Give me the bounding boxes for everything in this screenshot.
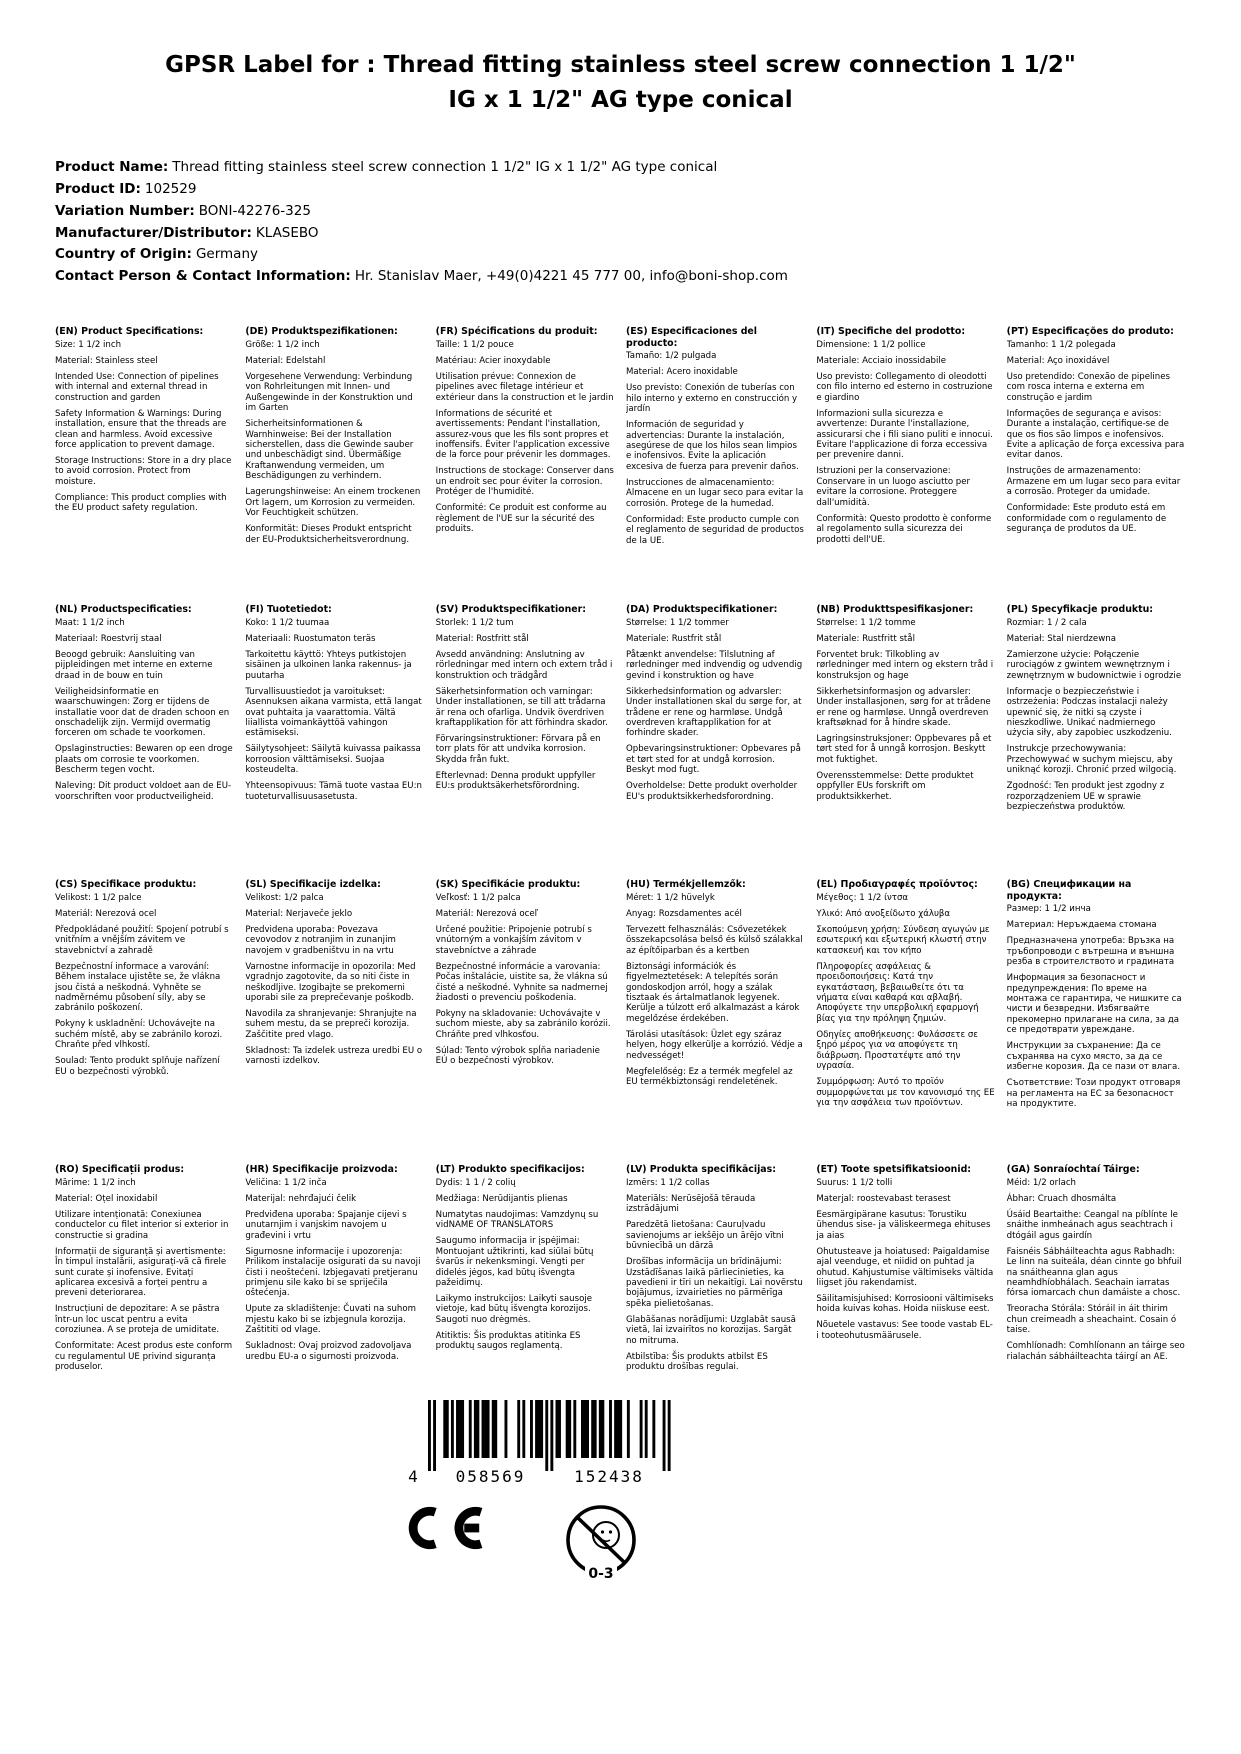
spec-paragraph: Tárolási utasítások: Üzlet egy száraz helyen, hogy elkerülje a korrózió. Védje a nedvességet! (625, 1029, 803, 1061)
spec-paragraph: Intended Use: Connection of pipelines with internal and external thread in construction and garden (55, 371, 219, 403)
spec-block-es (626, 326, 804, 604)
spec-paragraph: Materiale: Acciaio inossidabile (816, 355, 947, 366)
spec-paragraph: Veličina: 1 1/2 inča (245, 1177, 327, 1188)
spec-block-et (816, 1164, 994, 1378)
spec-paragraph: Materjal: roostevabast terasest (816, 1193, 951, 1204)
spec-paragraph: Informazioni sulla sicurezza e avvertenze: Durante l'installazione, assicurarsi che i fili siano puliti e innocui. Evitare l'applicazione di forza eccessiva per prevenire danni. (816, 408, 993, 461)
spec-paragraph: Material: Stainless steel (55, 355, 158, 366)
spec-block-el (816, 879, 994, 1164)
spec-header: (PT) Especificações do produto: (1006, 326, 1174, 338)
spec-paragraph: Velikost: 1 1/2 palce (55, 892, 142, 903)
spec-paragraph: Материал: Неръждаема стомана (1006, 920, 1157, 931)
spec-paragraph: Velikost: 1/2 palca (245, 892, 324, 903)
product-info-line (55, 201, 1185, 223)
spec-paragraph: Ábhar: Cruach dhosmálta (1006, 1193, 1117, 1204)
spec-paragraph: Bezpečnostní informace a varování: Během instalace ujistěte se, že vlákna jsou čistá a neškodná. Vyhněte se nadměrnému působení síly, aby se zabránilo poškození. (55, 961, 221, 1014)
spec-paragraph: Size: 1 1/2 inch (55, 339, 122, 350)
product-info-value: Thread fitting stainless steel screw connection 1 1/2" IG x 1 1/2" AG type conical (172, 159, 718, 175)
spec-paragraph: Opbevaringsinstruktioner: Opbevares på et tørt sted for at undgå korrosion. Beskyt mod fugt. (625, 744, 801, 776)
spec-paragraph: Koko: 1 1/2 tuumaa (245, 617, 330, 628)
product-info-label: Product ID: (55, 180, 141, 197)
product-info-value: Hr. Stanislav Maer, +49(0)4221 45 777 00, info@boni-shop.com (354, 268, 788, 285)
spec-paragraph: Materiál: Nerezová oceľ (435, 908, 538, 919)
spec-paragraph: Ohutusteave ja hoiatused: Paigaldamise ajal veenduge, et niidid on puhtad ja ohutud. Kahjustumise vältimiseks vältida liigset jõu rakendamist. (816, 1246, 994, 1288)
spec-paragraph: Vorgesehene Verwendung: Verbindung von Rohrleitungen mit Innen- und Außengewinde in der Konstruktion und im Garten (245, 371, 413, 414)
spec-paragraph: Materiaal: Roestvrij staal (55, 633, 162, 644)
spec-paragraph: Uso previsto: Collegamento di oleodotti con filo interno ed esterno in costruzione e giardino (816, 371, 993, 403)
product-info-line (55, 266, 1185, 288)
spec-paragraph: Sicherheitsinformationen & Warnhinweise: Bei der Installation sicherstellen, dass die Gewinde sauber und unbeschädigt sind. Übermäßige Kraftanwendung vermeiden, um Beschädigungen zu verhindern. (245, 419, 414, 482)
spec-paragraph: Συμμόρφωση: Αυτό το προϊόν συμμορφώνεται με τον κανονισμό της ΕΕ για την ασφάλεια των προϊόντων. (816, 1077, 995, 1109)
spec-paragraph: Påtænkt anvendelse: Tilslutning af rørledninger med indvendig og udvendig gevind i konstruktion og have (625, 649, 803, 681)
spec-grid (55, 326, 1185, 1378)
spec-paragraph: Izmērs: 1 1/2 collas (625, 1177, 710, 1188)
spec-paragraph: Material: Oțel inoxidabil (55, 1193, 158, 1204)
spec-block-pt (1007, 326, 1185, 604)
spec-paragraph: Materiale: Rustfrit stål (625, 633, 722, 644)
spec-paragraph: Eesmärgipärane kasutus: Torustiku ühendus sise- ja väliskeermega ehituses ja aias (816, 1209, 991, 1241)
spec-paragraph: Instrucțiuni de depozitare: A se păstra într-un loc uscat pentru a evita coroziunea. A se proteja de umiditate. (55, 1304, 220, 1336)
spec-block-lv (626, 1164, 804, 1378)
svg-text:0-3: 0-3 (588, 1566, 614, 1583)
spec-paragraph: Tervezett felhasználás: Csővezetékek összekapcsolása belső és külső szálakkal az építőiparban és a kertben (625, 924, 803, 956)
product-info-line (55, 179, 1185, 201)
spec-paragraph: Úsáid Beartaithe: Ceangal na píblínte le snáithe inmheánach agus seachtrach i dtógáil agus gairdín (1006, 1209, 1178, 1241)
product-info-line (55, 157, 1185, 179)
spec-paragraph: Konformität: Dieses Produkt entspricht der EU-Produktsicherheitsverordnung. (245, 524, 412, 545)
spec-paragraph: Storage Instructions: Store in a dry place to avoid corrosion. Protect from moisture. (55, 455, 232, 487)
spec-block-de (245, 326, 423, 604)
spec-paragraph: Avsedd användning: Anslutning av rörledningar med intern och extern tråd i konstruktion och trädgård (435, 649, 613, 681)
spec-header: (IT) Specifiche del prodotto: (816, 326, 966, 338)
spec-paragraph: Nõuetele vastavus: See toode vastab EL-i tooteohutusmäärusele. (816, 1320, 993, 1341)
age-warning-0-3-icon (564, 1502, 638, 1586)
spec-paragraph: Предназначена употреба: Връзка на тръбопроводи с вътрешна и външна резба в строителството и градината (1006, 936, 1175, 968)
spec-paragraph: Glabāšanas norādījumi: Uzglabāt sausā vietā, lai izvairītos no korozijas. Sargāt no mitruma. (625, 1314, 796, 1346)
spec-paragraph: Predviđena uporaba: Spajanje cijevi s unutarnjim i vanjskim navojem u građevini i vrtu (245, 1209, 407, 1241)
spec-block-it (816, 326, 994, 604)
spec-paragraph: Pokyny k uskladnění: Uchovávejte na suchém místě, aby se zabránilo korozi. Chraňte před vlhkostí. (55, 1019, 223, 1051)
spec-paragraph: Treoracha Stórála: Stóráil in áit thirim chun creimeadh a sheachaint. Cosain ó taise. (1006, 1304, 1177, 1336)
spec-paragraph: Informações de segurança e avisos: Durante a instalação, certifique-se de que os fios são limpos e inofensivos. Evite a aplicação de força excessiva para evitar danos. (1006, 408, 1185, 461)
spec-paragraph: Predvidena uporaba: Povezava cevovodov z notranjim in zunanjim navojem v gradbeništvu in na vrtu (245, 924, 396, 956)
spec-paragraph: Faisnéis Sábháilteachta agus Rabhadh: Le linn na suiteála, déan cinnte go bhfuil na snáitheanna glan agus neamhdhíobhálach. Seachain iarratas fórsa iomarcach chun damáiste a chosc. (1006, 1246, 1182, 1299)
spec-paragraph: Instrucciones de almacenamiento: Almacene en un lugar seco para evitar la corrosión. Protege de la humedad. (625, 477, 804, 509)
spec-paragraph: Numatytas naudojimas: Vamzdynų su vidNAME OF TRANSLATORS (435, 1209, 599, 1231)
spec-paragraph: Информация за безопасност и предупреждения: По време на монтажа се гарантира, че нишките са чисти и безвредни. Избягвайте прекомерно прилагане на сила, за да се предотврати увреждане. (1006, 973, 1182, 1036)
spec-header: (HR) Specifikacije proizvoda: (245, 1164, 398, 1176)
spec-block-cs (55, 879, 233, 1164)
spec-paragraph: Conformidad: Este producto cumple con el reglamento de seguridad de productos de la UE. (625, 514, 804, 546)
spec-paragraph: Instrukcje przechowywania: Przechowywać w suchym miejscu, aby uniknąć korozji. Chronić przed wilgocią. (1006, 744, 1177, 776)
spec-header: (LV) Produkta specifikācijas: (625, 1164, 776, 1176)
spec-paragraph: Sikkerhedsinformation og advarsler: Under installationen skal du sørge for, at trådene er rene og harmløse. Undgå overdreven kraftapplikation for at forhindre skader. (625, 686, 802, 739)
spec-paragraph: Πληροφορίες ασφάλειας & προειδοποιήσεις: Κατά την εγκατάσταση, βεβαιωθείτε ότι τα νήματα είναι καθαρά και αβλαβή. Αποφύγετε την υπερβολική εφαρμογή βίας για την πρόληψη ζημιών. (816, 961, 979, 1024)
spec-block-lt (436, 1164, 614, 1378)
spec-block-nl (55, 604, 233, 879)
spec-paragraph: Efterlevnad: Denna produkt uppfyller EU:s produktsäkerhetsförordning. (435, 770, 596, 792)
spec-paragraph: Méret: 1 1/2 hüvelyk (625, 892, 715, 903)
spec-paragraph: Materiał: Stal nierdzewna (1006, 633, 1116, 644)
spec-paragraph: Mărime: 1 1/2 inch (55, 1177, 136, 1188)
barcode-digits-group2: 152438 (574, 1467, 644, 1487)
spec-paragraph: Säilytysohjeet: Säilytä kuivassa paikassa korroosion välttämiseksi. Suojaa kosteudelta. (245, 744, 421, 776)
spec-paragraph: Utilizare intenționată: Conexiunea conductelor cu filet interior si exterior in constructie si gradina (55, 1209, 229, 1241)
spec-header: (SL) Specifikacije izdelka: (245, 879, 381, 891)
spec-paragraph: Materijal: nehrđajući čelik (245, 1193, 357, 1204)
spec-paragraph: Upute za skladištenje: Čuvati na suhom mjestu kako bi se izbjegnula korozija. Zaštititi od vlage. (245, 1304, 416, 1336)
product-info-value: BONI-42276-325 (198, 202, 311, 219)
product-info-value: KLASEBO (255, 224, 319, 241)
spec-paragraph: Tamanho: 1 1/2 polegada (1006, 339, 1116, 350)
spec-paragraph: Overholdelse: Dette produkt overholder EU's produktsikkerhedsforordning. (625, 781, 798, 802)
spec-paragraph: Material: Aço inoxidável (1006, 355, 1110, 366)
spec-paragraph: Materiāls: Nerūsējošā tērauda izstrādājumi (625, 1193, 756, 1215)
spec-paragraph: Atbilstība: Šis produkts atbilst ES produktu drošības regulai. (625, 1351, 768, 1373)
spec-paragraph: Sukladnost: Ovaj proizvod zadovoljava uredbu EU-a o sigurnosti proizvoda. (245, 1341, 412, 1362)
spec-paragraph: Σκοπούμενη χρήση: Σύνδεση αγωγών με εσωτερική και εξωτερική κλωστή στην κατασκευή και τον κήπο (816, 924, 990, 956)
spec-paragraph: Informacje o bezpieczeństwie i ostrzeżenia: Podczas instalacji należy upewnić się, że nitki są czyste i nieszkodliwe. Unikać nadmiernego użycia siły, aby zapobiec uszkodzeniu. (1006, 686, 1172, 739)
spec-paragraph: Paredzētā lietošana: Cauruļvadu savienojums ar iekšējo un ārējo vītni būvniecībā un dārzā (625, 1220, 784, 1252)
spec-paragraph: Materiale: Rustfritt stål (816, 633, 915, 644)
spec-header: (SK) Špecifikácie produktu: (435, 879, 581, 891)
spec-block-bg (1007, 879, 1185, 1164)
bottom-area (388, 1398, 728, 1586)
spec-paragraph: Zamierzone użycie: Połączenie rurociągów z gwintem wewnętrznym i zewnętrznym w budownictwie i ogrodzie (1006, 649, 1182, 681)
spec-paragraph: Material: Nerjaveče jeklo (245, 908, 353, 919)
product-info-label: Country of Origin: (55, 246, 192, 263)
spec-header: (PL) Specyfikacje produktu: (1006, 604, 1154, 616)
spec-paragraph: Compliance: This product complies with the EU product safety regulation. (55, 492, 227, 514)
spec-paragraph: Varnostne informacije in opozorila: Med vgradnjo zagotovite, da so niti čiste in neškodljive. Izogibajte se prekomerni uporabi sile za preprečevanje poškodb. (245, 961, 416, 1003)
marks-row (400, 1502, 728, 1586)
product-info-line (55, 223, 1185, 245)
spec-paragraph: Material: Acero inoxidable (625, 367, 738, 378)
spec-paragraph: Material: Edelstahl (245, 355, 326, 366)
product-info-value: 102529 (144, 180, 197, 197)
spec-paragraph: Turvallisuustiedot ja varoitukset: Asennuksen aikana varmista, että langat ovat puhtaita ja vaarattomia. Vältä liiallista voimankäyttöä vahingon estämiseksi. (245, 686, 422, 739)
spec-paragraph: Съответствие: Този продукт отговаря на регламента на ЕС за безопасност на продуктите. (1006, 1078, 1181, 1110)
spec-header: (HU) Termékjellemzők: (625, 879, 746, 891)
spec-paragraph: Biztonsági információk és figyelmeztetések: A telepítés során gondoskodjon arról, hogy a szálak tisztaak és ártalmatlanok legyenek. Kerülje a túlzott erő alkalmazást a károk megelőzése érdekében. (625, 961, 800, 1024)
spec-paragraph: Megfelelőség: Ez a termék megfelel az EU termékbiztonsági rendeletének. (625, 1066, 793, 1088)
spec-paragraph: Bezpečnostné informácie a varovania: Počas inštalácie, uistite sa, že vlákna sú čisté a neškodné. Vyhnite sa nadmernej žiadosti o prevenciu poškodenia. (435, 961, 608, 1003)
spec-paragraph: Förvaringsinstruktioner: Förvara på en torr plats för att undvika korrosion. Skydda från fukt. (435, 733, 601, 765)
spec-paragraph: Dimensione: 1 1/2 pollice (816, 339, 926, 350)
spec-paragraph: Säilitamisjuhised: Korrosiooni vältimiseks hoida kuivas kohas. Hoida niiskuse eest. (816, 1293, 994, 1315)
spec-paragraph: Informations de sécurité et avertissements: Pendant l'installation, assurez-vous que les fils sont propres et inoffensifs. Éviter l'application excessive de la force pour prévenir les dommages. (435, 408, 611, 461)
spec-header: (CS) Specifikace produktu: (55, 879, 197, 891)
spec-block-sk (436, 879, 614, 1164)
spec-paragraph: Safety Information & Warnings: During installation, ensure that the threads are clean and harmless. Avoid excessive force application to prevent damage. (55, 408, 227, 450)
spec-paragraph: Dydis: 1 1 / 2 colių (435, 1177, 516, 1188)
spec-paragraph: Tamaño: 1/2 pulgada (625, 351, 717, 362)
spec-block-sv (436, 604, 614, 879)
spec-paragraph: Naleving: Dit product voldoet aan de EU-voorschriften voor productveiligheid. (55, 781, 232, 802)
spec-paragraph: Veiligheidsinformatie en waarschuwingen: Zorg er tijdens de installatie voor dat de draden schoon en onschadelijk zijn. Vermijd overmatig forceren om schade te voorkomen. (55, 686, 230, 739)
product-info-label: Variation Number: (55, 202, 195, 219)
spec-paragraph: Materiál: Nerezová ocel (55, 908, 157, 919)
spec-block-nb (816, 604, 994, 879)
spec-header: (NB) Produkttspesifikasjoner: (816, 604, 974, 616)
spec-header: (ET) Toote spetsifikatsioonid: (816, 1164, 972, 1176)
spec-paragraph: Pokyny na skladovanie: Uchovávajte v suchom mieste, aby sa zabránilo korózii. Chráňte pred vlhkosťou. (435, 1008, 611, 1040)
product-info-label: Product Name: (55, 159, 169, 175)
spec-paragraph: Veľkosť: 1 1/2 palca (435, 892, 521, 903)
spec-paragraph: Určené použitie: Pripojenie potrubí s vnútorným a vonkajším závitom v stavebníctve a záhrade (435, 924, 592, 956)
spec-paragraph: Sikkerhetsinformasjon og advarsler: Under installasjonen, sørg for at trådene er rene og harmløse. Unngå overdreven kraftsøknad for å hindre skade. (816, 686, 991, 728)
spec-paragraph: Conformité: Ce produit est conforme au règlement de l'UE sur la sécurité des produits. (435, 503, 607, 535)
spec-paragraph: Sigurnosne informacije i upozorenja: Prilikom instalacije osigurati da su navoji čisti i neoštećeni. Izbjegavati pretjeranu primjenu sile kako bi se spriječila oštećenja. (245, 1246, 421, 1299)
spec-paragraph: Atitiktis: Šis produktas atitinka ES produktų saugos reglamentą. (435, 1330, 581, 1352)
spec-paragraph: Taille: 1 1/2 pouce (435, 339, 514, 350)
spec-paragraph: Yhteensopivuus: Tämä tuote vastaa EU:n tuoteturvallisuusasetusta. (245, 781, 422, 802)
spec-paragraph: Beoogd gebruik: Aansluiting van pijpleidingen met interne en externe draad in de bouw en tuin (55, 649, 213, 681)
spec-paragraph: Υλικό: Από ανοξείδωτο χάλυβα (816, 908, 951, 919)
spec-paragraph: Opslaginstructies: Bewaren op een droge plaats om corrosie te voorkomen. Bescherm tegen vocht. (55, 744, 233, 776)
spec-paragraph: Overensstemmelse: Dette produktet oppfyller EUs forskrift om produktsikkerhet. (816, 770, 974, 802)
spec-paragraph: Größe: 1 1/2 inch (245, 339, 320, 350)
spec-paragraph: Méid: 1/2 orlach (1006, 1177, 1077, 1188)
spec-paragraph: Säkerhetsinformation och varningar: Under installationen, se till att trådarna är rena och ofarliga. Undvik överdriven kraftapplikation för att förhindra skador. (435, 686, 608, 728)
spec-paragraph: Μέγεθος: 1 1/2 ίντσα (816, 892, 909, 903)
spec-header: (DA) Produktspecifikationer: (625, 604, 778, 616)
spec-paragraph: Uso previsto: Conexión de tuberías con hilo interno y externo en construcción y jardín (625, 383, 798, 415)
spec-header: (BG) Спецификации на продукта: (1006, 879, 1132, 902)
page-title: GPSR Label for : Thread fitting stainless steel screw connection 1 1/2" IG x 1 1/2" AG type conical (165, 52, 1076, 113)
spec-paragraph: Rozmiar: 1 / 2 cala (1006, 617, 1087, 628)
spec-block-ro (55, 1164, 233, 1378)
spec-paragraph: Οδηγίες αποθήκευσης: Φυλάσσετε σε ξηρό μέρος για να αποφύγετε τη διάβρωση. Προστατέψτε από την υγρασία. (816, 1029, 978, 1072)
spec-block-fr (436, 326, 614, 604)
spec-paragraph: Conformidade: Este produto está em conformidade com o regulamento de segurança de produtos da UE. (1006, 503, 1167, 535)
spec-paragraph: Tarkoitettu käyttö: Yhteys putkistojen sisäinen ja ulkoinen lanka rakennus- ja puutarha (245, 649, 412, 681)
spec-header: (EN) Product Specifications: (55, 326, 204, 338)
spec-paragraph: Размер: 1 1/2 инча (1006, 904, 1091, 915)
spec-paragraph: Anyag: Rozsdamentes acél (625, 908, 742, 919)
spec-paragraph: Materiaali: Ruostumaton teräs (245, 633, 376, 644)
spec-header: (FI) Tuotetiedot: (245, 604, 332, 616)
spec-paragraph: Utilisation prévue: Connexion de pipelines avec filetage intérieur et extérieur dans la construction et le jardin (435, 371, 614, 403)
spec-paragraph: Conformitate: Acest produs este conform cu regulamentul UE privind siguranța produselor. (55, 1341, 233, 1373)
spec-header: (SV) Produktspecifikationer: (435, 604, 587, 616)
spec-paragraph: Instructions de stockage: Conserver dans un endroit sec pour éviter la corrosion. Protéger de l'humidité. (435, 466, 614, 498)
spec-paragraph: Lagringsinstruksjoner: Oppbevares på et tørt sted for å unngå korrosjon. Beskytt mot fuktighet. (816, 733, 992, 765)
product-info-label: Contact Person & Contact Information: (55, 268, 351, 285)
spec-block-hr (245, 1164, 423, 1378)
spec-paragraph: Skladnost: Ta izdelek ustreza uredbi EU o varnosti izdelkov. (245, 1045, 423, 1067)
spec-paragraph: Předpokládané použití: Spojení potrubí s vnitřním a vnějším závitem ve stavebnictví a zahradě (55, 924, 229, 956)
spec-paragraph: Størrelse: 1 1/2 tomme (816, 617, 916, 628)
spec-header: (FR) Spécifications du produit: (435, 326, 598, 338)
spec-paragraph: Información de seguridad y advertencias: Durante la instalación, asegúrese de que los hilos sean limpios e inofensivos. Evite la aplicación excesiva de fuerza para prevenir daños. (625, 420, 799, 472)
spec-header: (GA) Sonraíochtaí Táirge: (1006, 1164, 1140, 1176)
ce-mark-icon (400, 1502, 488, 1554)
ean13-barcode (388, 1398, 698, 1488)
spec-paragraph: Informații de siguranță și avertismente: În timpul instalării, asigurați-vă că firele sunt curate și inofensive. Evitați aplicarea excesivă a forței pentru a preveni deteriorarea. (55, 1246, 227, 1299)
spec-block-ga (1007, 1164, 1185, 1378)
spec-paragraph: Lagerungshinweise: An einem trockenen Ort lagern, um Korrosion zu vermeiden. Vor Feuchtigkeit schützen. (245, 487, 421, 519)
spec-block-sl (245, 879, 423, 1164)
spec-paragraph: Istruzioni per la conservazione: Conservare in un luogo asciutto per evitare la corrosione. Proteggere dall'umidità. (816, 466, 971, 508)
spec-paragraph: Medžiaga: Nerūdijantis plienas (435, 1193, 568, 1204)
product-info-label: Manufacturer/Distributor: (55, 224, 252, 241)
spec-paragraph: Conformità: Questo prodotto è conforme al regolamento sulla sicurezza dei prodotti dell'UE. (816, 513, 992, 545)
spec-header: (RO) Specificații produs: (55, 1164, 185, 1176)
spec-header: (ES) Especificaciones del producto: (625, 326, 758, 349)
barcode-digit-left: 4 (408, 1467, 420, 1487)
spec-paragraph: Suurus: 1 1/2 tolli (816, 1177, 893, 1188)
spec-paragraph: Størrelse: 1 1/2 tommer (625, 617, 729, 628)
spec-block-hu (626, 879, 804, 1164)
spec-block-da (626, 604, 804, 879)
spec-paragraph: Súlad: Tento výrobok spĺňa nariadenie EÚ o bezpečnosti výrobkov. (435, 1045, 600, 1067)
spec-paragraph: Storlek: 1 1/2 tum (435, 617, 514, 628)
spec-paragraph: Forventet bruk: Tilkobling av rørledninger med intern og ekstern tråd i konstruksjon og hage (816, 649, 994, 681)
spec-paragraph: Maat: 1 1/2 inch (55, 617, 125, 628)
product-info-line (55, 244, 1185, 266)
spec-block-pl (1007, 604, 1185, 879)
spec-header: (DE) Produktspezifikationen: (245, 326, 398, 338)
spec-paragraph: Uso pretendido: Conexão de pipelines com rosca interna e externa em construção e jardim (1006, 371, 1171, 403)
spec-paragraph: Navodila za shranjevanje: Shranjujte na suhem mestu, da se prepreči korozija. Zaščitite pred vlago. (245, 1008, 417, 1040)
spec-paragraph: Soulad: Tento produkt splňuje nařízení EU o bezpečnosti výrobků. (55, 1056, 220, 1077)
product-info (55, 157, 1185, 288)
spec-paragraph: Laikymo instrukcijos: Laikyti sausoje vietoje, kad būtų išvengta korozijos. Saugoti nuo drėgmės. (435, 1293, 593, 1325)
spec-paragraph: Material: Rostfritt stål (435, 633, 529, 644)
product-info-value: Germany (195, 246, 258, 263)
spec-block-fi (245, 604, 423, 879)
spec-paragraph: Comhlíonadh: Comhlíonann an táirge seo rialachán sábháilteachta táirgí an AE. (1006, 1341, 1185, 1362)
spec-paragraph: Инструкции за съхранение: Да се съхранява на сухо място, за да се избегне корозия. Да се пази от влага. (1006, 1041, 1181, 1073)
spec-paragraph: Zgodność: Ten produkt jest zgodny z rozporządzeniem UE w sprawie bezpieczeństwa produktów. (1006, 781, 1165, 813)
spec-header: (EL) Προδιαγραφές προϊόντος: (816, 879, 978, 891)
barcode-digits-group1: 058569 (455, 1467, 526, 1487)
spec-header: (LT) Produkto specifikacijos: (435, 1164, 585, 1176)
spec-paragraph: Matériau: Acier inoxydable (435, 355, 551, 366)
spec-paragraph: Drošības informācija un brīdinājumi: Uzstādīšanas laikā pārliecinieties, ka pavedieni ir tīri un nekaitīgi. Lai novērstu bojājumus, izvairieties no pārmērīga spēka pielietošanas. (625, 1257, 803, 1309)
spec-paragraph: Instruções de armazenamento: Armazene em um lugar seco para evitar a corrosão. Proteger da umidade. (1006, 466, 1181, 498)
spec-header: (NL) Productspecificaties: (55, 604, 192, 616)
spec-paragraph: Saugumo informacija ir įspėjimai: Montuojant užtikrinti, kad siūlai būtų švarūs ir nekenksmingi. Vengti per didelės jėgos, kad būtų išvengta pažeidimų. (435, 1236, 594, 1288)
spec-block-en (55, 326, 233, 604)
